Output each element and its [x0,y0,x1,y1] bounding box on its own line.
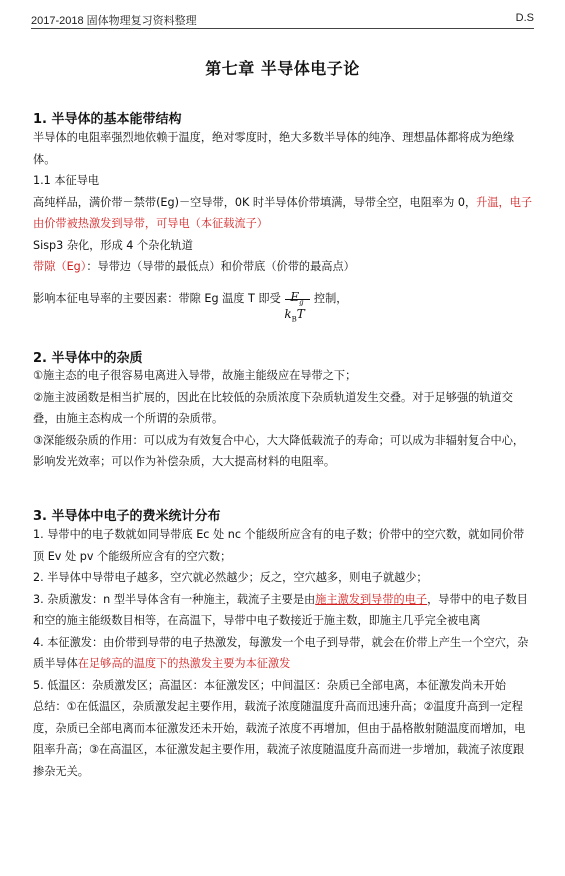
summary-paragraph: 总结：①在低温区，杂质激发起主要作用，载流子浓度随温度升高而迅速升高；②温度升高到一定程度，杂质已全部电离而本征激发还未开始，载流子浓度不再增加，但由于晶格散射随温度而增加，电阻率升高；③在高温区，本征激发起主要作用，载流子浓度随温度升高而进一步增加，载流子浓度跟掺杂无关。 [33,700,526,778]
paragraph: ①施主态的电子很容易电离进入导带，故施主能级应在导带之下； [33,369,357,382]
highlight-text: 在足够高的温度下的热激发主要为本征激发 [77,657,291,670]
section-3-body [33,524,535,782]
chapter-title: 第七章 半导体电子论 [205,59,360,78]
formula-denominator-sub: B [291,314,297,323]
text: ：导带边（导带的最低点）和价带底（价带的最高点） [86,260,355,273]
paragraph [33,284,535,323]
formula-denominator-t: T [296,306,305,321]
paragraph: 5. 低温区：杂质激发区；高温区：本征激发区；中间温区：杂质已全部电离，本征激发尚未开始 [33,678,506,692]
header-title: 2017-2018 固体物理复习资料整理 [31,15,197,27]
paragraph [33,632,535,675]
text: 高纯样品，满价带－禁带(Eg)－空导带，0K 时半导体价带填满，导带全空，电阻率为 0， [33,195,477,209]
formula-eg-over-kbt [284,284,310,323]
highlight-text: 施主激发到导带的电子 [315,592,428,606]
paragraph [33,589,535,632]
header-author: D.S [515,12,534,24]
paragraph [33,256,535,278]
section-2-body [33,365,535,473]
highlight-text: 带隙（Eg） [33,260,87,273]
paragraph: Sisp3 杂化，形成 4 个杂化轨道 [33,238,193,252]
section-3-heading: 3. 半导体中电子的费米统计分布 [33,509,221,524]
paragraph: 1. 导带中的电子数就如同导带底 Ec 处 nc 个能级所应含有的电子数；价带中的空穴数，就如同价带顶 Ev 处 pv 个能级所应含有的空穴数； [33,528,525,563]
formula-numerator: E [290,289,300,304]
paragraph: ②施主波函数是相当扩展的，因此在比较低的杂质浓度下杂质轨道发生交叠。对于足够强的轨道交叠，由施主态构成一个所谓的杂质带。 [33,390,513,425]
highlight-text: 升温，电子由价带被热激发到导带，可导电（本征载流子） [33,195,533,230]
text: 4. 本征激发：由价带到导带的电子热激发，每激发一个电子到导带，就会在价带上产生一个空穴，杂质半导体 [33,635,529,670]
formula-denominator: k [284,306,292,321]
formula-numerator-sub: g [299,297,304,306]
section-1-heading: 1. 半导体的基本能带结构 [33,112,182,127]
paragraph [33,192,535,235]
text: 3. 杂质激发：n 型半导体含有一种施主，载流子主要是由 [33,592,316,606]
paragraph: 2. 半导体中导带电子越多，空穴就必然越少；反之，空穴越多，则电子就越少； [33,571,428,584]
text: 影响本征电导率的主要因素：带隙 Eg 温度 T 即受 [33,291,281,305]
text: 控制， [313,291,348,305]
page-header [31,12,534,29]
section-2-heading: 2. 半导体中的杂质 [33,351,143,366]
section-1-body [33,127,535,323]
text: ，导带中的电子数目和空的施主能级数目相等，在高温下，导带中电子数接近于施主数，即施主几乎完全被电离 [33,592,528,627]
paragraph: 半导体的电阻率强烈地依赖于温度，绝对零度时，绝大多数半导体的纯净、理想晶体都将成为绝缘体。 [33,131,515,166]
paragraph: ③深能级杂质的作用：可以成为有效复合中心，大大降低载流子的寿命；可以成为非辐射复合中心，影响发光效率；可以作为补偿杂质，大大提高材料的电阻率。 [33,433,525,468]
subsection-heading: 1.1 本征导电 [33,174,100,187]
